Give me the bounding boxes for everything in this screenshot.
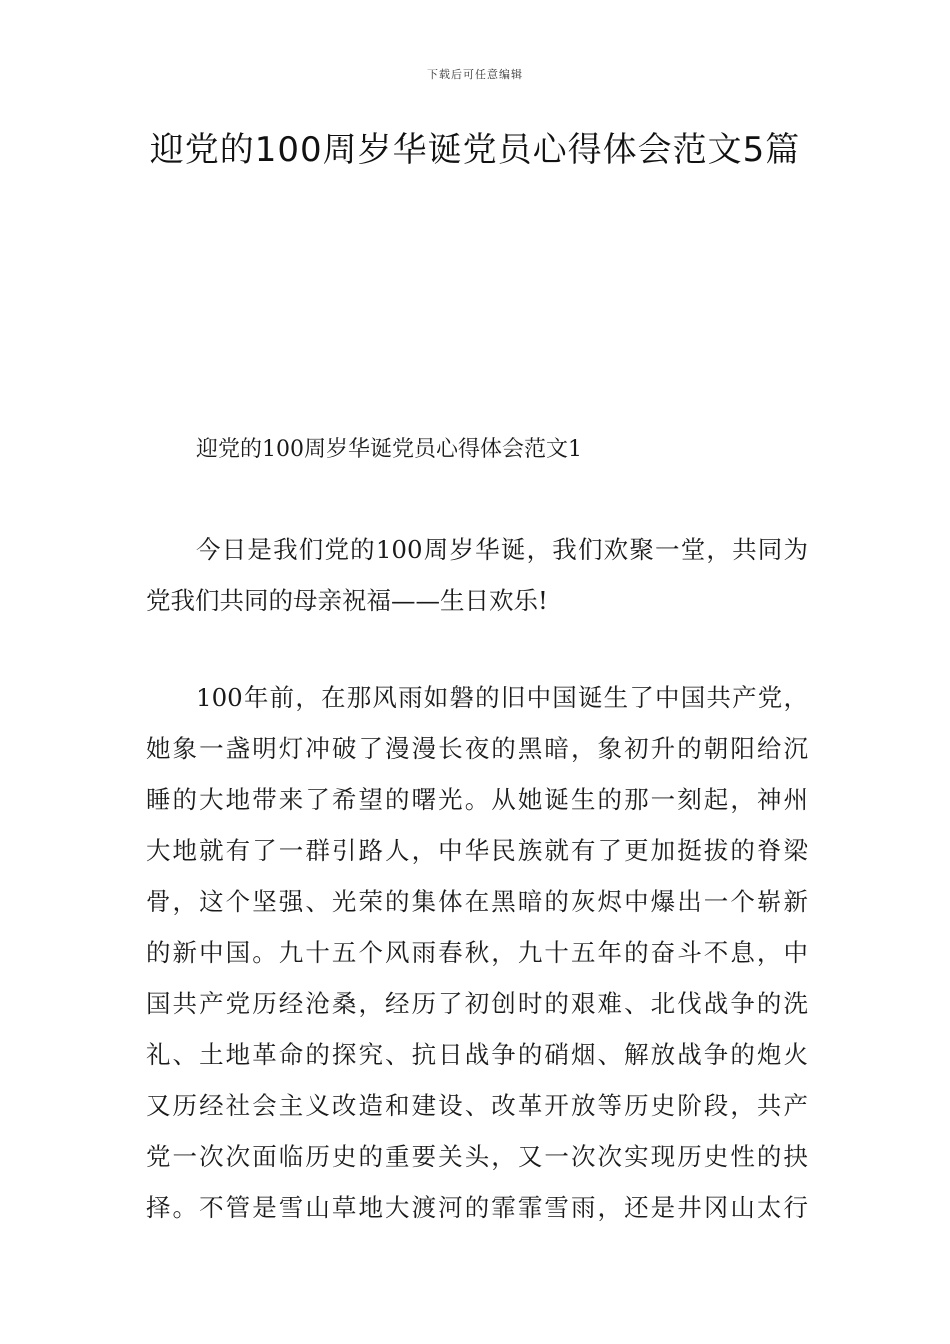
paragraph-line: 大地就有了一群引路人，中华民族就有了更加挺拔的脊梁 — [146, 836, 808, 865]
paragraph-line: 100年前，在那风雨如磐的旧中国诞生了中国共产党， — [196, 683, 808, 712]
paragraph-1 — [146, 524, 808, 626]
paragraph-line: 党我们共同的母亲祝福——生日欢乐! — [146, 586, 548, 615]
paragraph-line: 她象一盏明灯冲破了漫漫长夜的黑暗，象初升的朝阳给沉 — [146, 734, 808, 763]
paragraph-line: 骨，这个坚强、光荣的集体在黑暗的灰烬中爆出一个崭新 — [146, 887, 808, 916]
paragraph-line: 择。不管是雪山草地大渡河的霏霏雪雨，还是井冈山太行 — [146, 1193, 808, 1222]
paragraph-line: 又历经社会主义改造和建设、改革开放等历史阶段，共产 — [146, 1091, 808, 1120]
document-title: 迎党的100周岁华诞党员心得体会范文5篇 — [149, 130, 801, 170]
paragraph-line: 礼、土地革命的探究、抗日战争的硝烟、解放战争的炮火 — [146, 1040, 808, 1069]
paragraph-line: 睡的大地带来了希望的曙光。从她诞生的那一刻起，神州 — [146, 785, 808, 814]
paragraph-line: 党一次次面临历史的重要关头，又一次次实现历史性的抉 — [146, 1142, 808, 1171]
header-note: 下载后可任意编辑 — [427, 68, 523, 81]
paragraph-line: 今日是我们党的100周岁华诞，我们欢聚一堂，共同为 — [196, 535, 808, 564]
paragraph-line: 的新中国。九十五个风雨春秋，九十五年的奋斗不息，中 — [146, 938, 808, 967]
paragraph-line: 国共产党历经沧桑，经历了初创时的艰难、北伐战争的洗 — [146, 989, 808, 1018]
paragraph-2 — [146, 672, 808, 1233]
section-heading: 迎党的100周岁华诞党员心得体会范文1 — [196, 437, 582, 462]
